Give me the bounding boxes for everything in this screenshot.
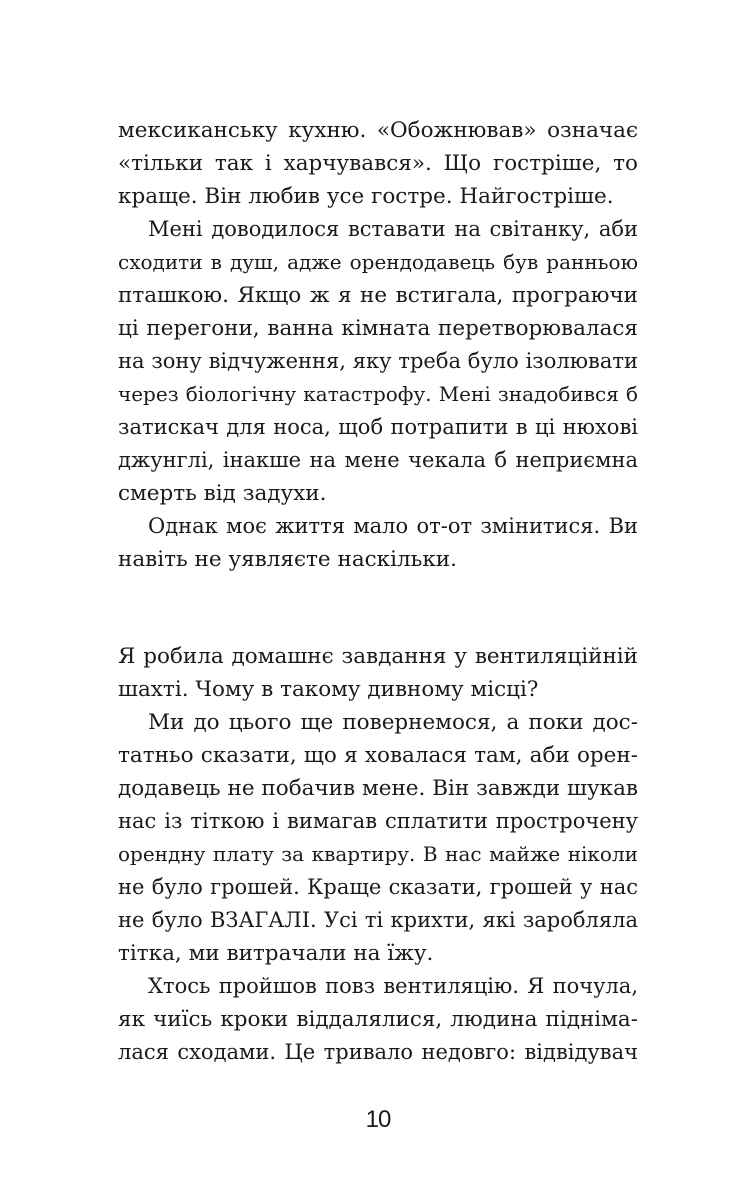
text-line: Мені доводилося вставати на світанку, аби [148, 217, 638, 241]
paragraph [118, 970, 638, 1069]
text-line: на зону відчуження, яку треба було ізолювати [118, 349, 638, 373]
text-line: мексиканську кухню. «Обожнював» означає [118, 118, 638, 143]
text-line: шахті. Чому в такому дивному місці? [118, 677, 539, 702]
text-line: додавець не побачив мене. Він завжди шукав [118, 776, 638, 801]
text-line: ці перегони, ванна кімната перетворювалася [118, 316, 638, 341]
text-line: пташкою. Якщо ж я не встигала, програючи [118, 283, 638, 308]
text-line: Я робила домашнє завдання у вентиляційній [118, 644, 638, 669]
text-line: Хтось пройшов повз вентиляцію. Я почула, [148, 974, 638, 998]
section-1 [118, 114, 638, 576]
paragraph [118, 510, 638, 576]
page-number: 10 [365, 1106, 391, 1133]
text-line: «тільки так і харчувався». Що гостріше, то [118, 151, 638, 176]
text-line: як чиїсь кроки віддалялися, людина підніма- [118, 1007, 638, 1032]
text-line: Однак моє життя мало от-от змінитися. Ви [148, 514, 638, 538]
text-line: орендну плату за квартиру. В нас майже ніколи [118, 842, 638, 866]
text-line: лася сходами. Це тривало недовго: відвідувач [118, 1040, 638, 1064]
text-line: через біологічну катастрофу. Мені знадобився б [118, 382, 638, 406]
text-line: джунглі, інакше на мене чекала б неприємна [118, 448, 638, 472]
text-line: затискач для носа, щоб потрапити в ці нюхові [118, 415, 638, 439]
text-line: нас із тіткою і вимагав сплатити прострочену [118, 809, 638, 833]
text-line: Ми до цього ще повернемося, а поки дос- [148, 710, 638, 735]
text-line: не було ВЗАГАЛІ. Усі ті крихти, які заробляла [118, 908, 638, 932]
text-line: смерть від задухи. [118, 481, 327, 506]
text-line: татньо сказати, що я ховалася там, аби орен- [118, 743, 638, 768]
text-line: не було грошей. Краще сказати, грошей у нас [118, 875, 638, 899]
paragraph [118, 114, 638, 213]
text-line: краще. Він любив усе гостре. Найгостріше. [118, 184, 614, 209]
text-line: сходити в душ, адже орендодавець був ранньою [118, 250, 638, 274]
paragraph [118, 213, 638, 510]
text-line: тітка, ми витрачали на їжу. [118, 941, 434, 966]
text-line: навіть не уявляєте наскільки. [118, 547, 457, 572]
section-2 [118, 640, 638, 1069]
paragraph [118, 706, 638, 970]
paragraph [118, 640, 638, 706]
